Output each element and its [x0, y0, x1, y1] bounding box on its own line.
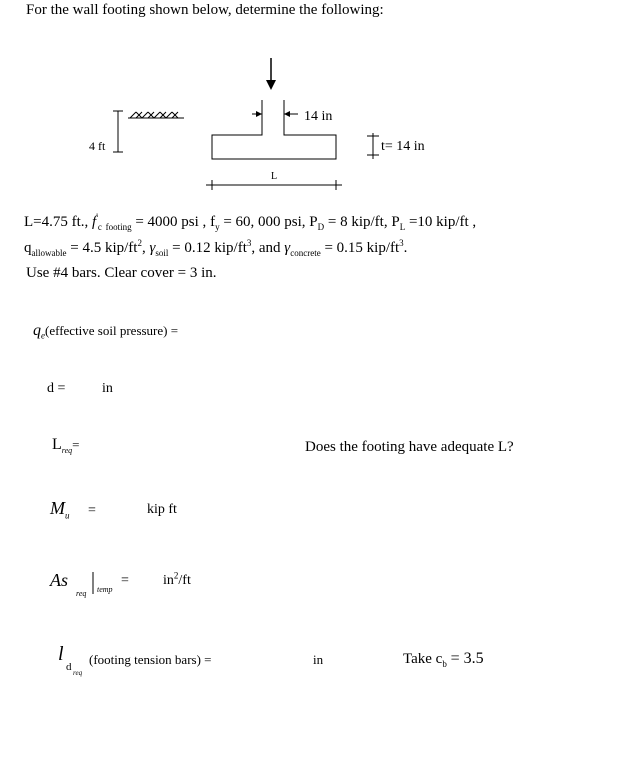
as-sub-req: req — [76, 589, 87, 598]
fy-value: = 60, 000 psi, — [223, 214, 306, 230]
pl-value: =10 kip/ft , — [408, 214, 477, 230]
wall-width-label: 14 in — [304, 109, 333, 124]
prompt-text: For the wall footing shown below, determine the following: — [26, 2, 384, 18]
d-label: d = — [47, 381, 66, 396]
length-value: L=4.75 ft., — [24, 214, 89, 230]
load-arrow — [266, 58, 276, 90]
length-label: L — [271, 171, 278, 182]
as-unit: $in^2/ft$ — [163, 570, 191, 588]
given-line-3: Use #4 bars. Clear cover = 3 in. — [26, 265, 217, 281]
ground-line — [128, 112, 184, 118]
ld-question: (footing tension bars) = — [89, 652, 212, 667]
ld-unit: in — [313, 652, 324, 667]
as-eq: = — [121, 573, 129, 588]
thickness-label: t= 14 in — [381, 139, 425, 154]
ld-sub-req: req — [73, 669, 83, 677]
mu-unit: kip ft — [147, 502, 177, 517]
fc-value: = 4000 psi , — [135, 214, 207, 230]
wall-width-dimension — [252, 111, 298, 117]
as-question: As — [50, 570, 68, 590]
qe-question: $q_e(effective$ soil pressure) = — [33, 322, 179, 341]
cb-value: Take $c_b = 3.5$ — [403, 650, 484, 669]
pd-value: = 8 kip/ft, — [327, 214, 388, 230]
adequate-l-question: Does the footing have adequate L? — [305, 439, 514, 455]
depth-dimension — [113, 111, 123, 152]
q-allowable-value: = 4.5 kip/ft — [70, 240, 138, 256]
gamma-concrete-value: = 0.15 kip/ft — [324, 240, 400, 256]
ld-sub-d: d — [66, 661, 72, 673]
thickness-dimension — [367, 133, 379, 159]
gamma-soil-value: = 0.12 kip/ft — [172, 240, 247, 256]
given-line-1: L=4.75 ft., $f'_c$ $_{footing}$ = 4000 psi , $f_y = 60$, 000 psi, $P_D = 8$ kip/ft, $P_L =10$ kip/ft , — [24, 212, 477, 232]
as-sub-temp: temp — [97, 585, 113, 594]
given-line-2: $q_{allowable} = 4.5$ kip/$ft^2$, $\gamma_{soil} = 0.12$ kip/$ft^3$, and $\gamma_{concrete} = 0.15$ kip/$ft^3$. — [24, 238, 408, 258]
lreq-question: $L_{req}=$ — [52, 436, 80, 456]
wall-footing-figure — [0, 0, 643, 200]
depth-label: 4 ft — [89, 139, 106, 153]
mu-question: $M_u$ = — [50, 498, 96, 521]
ld-symbol: l — [58, 643, 64, 665]
d-unit: in — [102, 381, 113, 396]
